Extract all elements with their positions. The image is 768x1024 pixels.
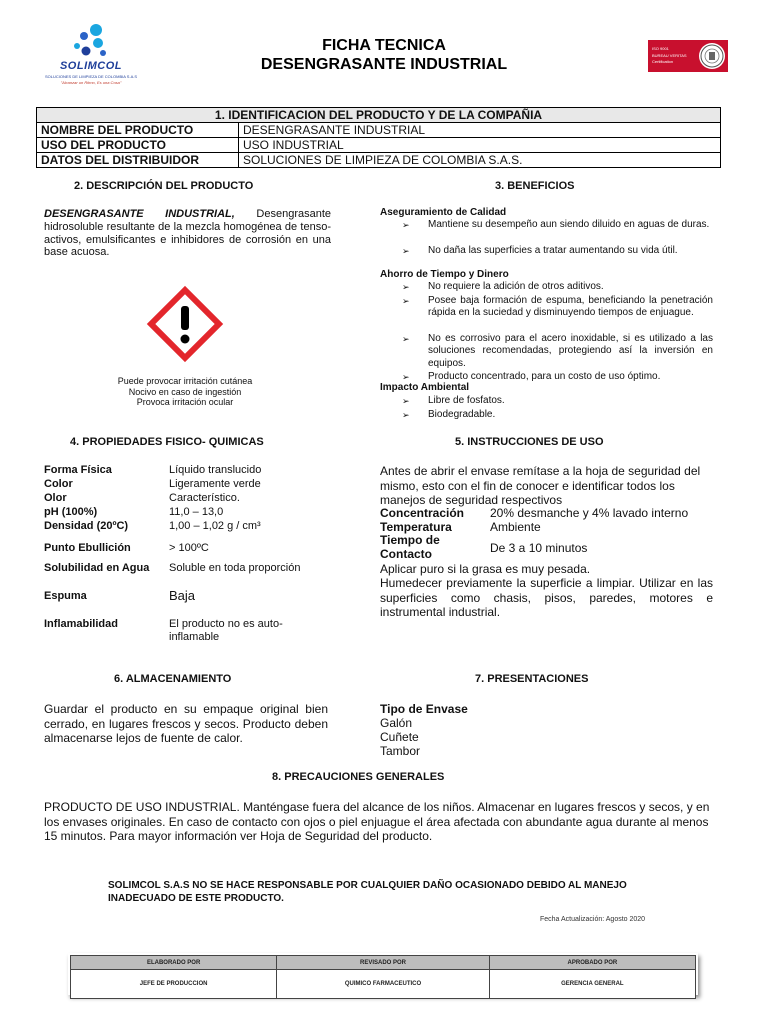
prop-key: pH (100%) xyxy=(44,506,98,518)
table-row xyxy=(37,138,721,153)
row-value: USO INDUSTRIAL xyxy=(239,138,721,153)
table-row xyxy=(37,123,721,138)
logo-subtitle: SOLUCIONES DE LIMPIEZA DE COLOMBIA S.A.S xyxy=(44,74,138,79)
prop-key: Forma Física xyxy=(44,464,112,476)
section1-heading: 1. IDENTIFICACION DEL PRODUCTO Y DE LA COMPAÑIA xyxy=(37,108,721,123)
concentration-value: 20% desmanche y 4% lavado interno xyxy=(490,506,689,520)
benefit-group-title: Ahorro de Tiempo y Dinero xyxy=(380,269,509,280)
hazard-line: Provoca irritación ocular xyxy=(136,397,234,407)
hazard-statements xyxy=(100,376,270,408)
prop-value: > 100ºC xyxy=(169,542,209,554)
temperature-key: Temperatura xyxy=(380,520,452,534)
identification-table xyxy=(36,107,721,168)
row-value: SOLUCIONES DE LIMPIEZA DE COLOMBIA S.A.S. xyxy=(239,153,721,168)
prop-value: Baja xyxy=(169,588,196,603)
arrow-bullet-icon: ➢ xyxy=(402,372,410,382)
section2-heading: 2. DESCRIPCIÓN DEL PRODUCTO xyxy=(74,180,254,192)
hazard-line: Puede provocar irritación cutánea xyxy=(117,376,253,386)
iso-text-2: BUREAU VERITAS xyxy=(652,53,687,58)
prop-key: Densidad (20ºC) xyxy=(44,520,129,532)
prop-value: Soluble en toda proporción xyxy=(169,562,301,574)
section5-heading: 5. INSTRUCCIONES DE USO xyxy=(455,436,604,448)
row-value: DESENGRASANTE INDUSTRIAL xyxy=(239,123,721,138)
section8-heading: 8. PRECAUCIONES GENERALES xyxy=(272,771,445,783)
prop-value: El producto no es auto-inflamable xyxy=(169,618,283,643)
logo-slogan: "Alcanzar un Ritmo, Es una Cosa" xyxy=(60,80,122,85)
prop-key: Inflamabilidad xyxy=(44,618,118,630)
approval-value: JEFE DE PRODUCCION xyxy=(71,970,277,999)
container-type-title: Tipo de Envase xyxy=(380,702,468,716)
section6-heading: 6. ALMACENAMIENTO xyxy=(114,673,232,685)
concentration-key: Concentración xyxy=(380,506,465,520)
product-description xyxy=(44,208,331,259)
list-item: Galón xyxy=(380,716,413,730)
usage-line2: Humedecer previamente la superficie a limpiar. Utilizar en las superficies como chasis, pisos, paredes, motores e instrumental industrial. xyxy=(380,576,713,620)
product-name: DESENGRASANTE INDUSTRIAL, xyxy=(44,208,235,220)
molecule-logo-icon xyxy=(70,22,112,62)
prop-value: Líquido translucido xyxy=(169,464,262,476)
approval-header: APROBADO POR xyxy=(489,956,695,970)
benefit-group-title: Impacto Ambiental xyxy=(380,382,470,393)
table-row xyxy=(37,153,721,168)
contact-time-key: Tiempo de Contacto xyxy=(380,533,440,561)
approval-value: GERENCIA GENERAL xyxy=(489,970,695,999)
arrow-bullet-icon: ➢ xyxy=(402,334,410,344)
storage-text: Guardar el producto en su empaque original bien cerrado, en lugares frescos y secos. Producto deben almacenarse lejos de fuente de calor. xyxy=(44,702,328,746)
prop-key: Punto Ebullición xyxy=(44,542,131,554)
section3-heading: 3. BENEFICIOS xyxy=(495,180,575,192)
disclaimer: SOLIMCOL S.A.S NO SE HACE RESPONSABLE POR CUALQUIER DAÑO OCASIONADO DEBIDO AL MANEJO INADECUADO DE ESTE PRODUCTO. xyxy=(108,880,627,904)
bureau-veritas-seal-icon xyxy=(699,43,725,69)
contact-time-value: De 3 a 10 minutos xyxy=(490,541,588,555)
arrow-bullet-icon: ➢ xyxy=(402,396,410,406)
section4-heading: 4. PROPIEDADES FISICO- QUIMICAS xyxy=(70,436,264,448)
arrow-bullet-icon: ➢ xyxy=(402,220,410,230)
hazard-line: Nocivo en caso de ingestión xyxy=(128,386,242,397)
iso-certification-badge xyxy=(648,40,728,72)
benefit-group-title: Aseguramiento de Calidad xyxy=(380,207,507,218)
row-key: DATOS DEL DISTRIBUIDOR xyxy=(37,153,239,168)
approval-value: QUIMICO FARMACEUTICO xyxy=(277,970,490,999)
approval-header: REVISADO POR xyxy=(277,956,490,970)
arrow-bullet-icon: ➢ xyxy=(402,246,410,256)
doc-title-line2: DESENGRASANTE INDUSTRIAL xyxy=(260,56,508,73)
arrow-bullet-icon: ➢ xyxy=(402,296,410,306)
precautions-text: PRODUCTO DE USO INDUSTRIAL. Manténgase fuera del alcance de los niños. Almacenar en lugares frescos y secos, y en los envases originales. En caso de contacto con ojos o piel enjuague el área afectada con abundante agua durante al menos 15 minutos. Para mayor información ver Hoja de Seguridad del producto. xyxy=(44,800,710,844)
prop-key: Solubilidad en Agua xyxy=(44,562,150,574)
description-text: Desengrasante hidrosoluble resultante de la mezcla homogénea de tenso-activos, emulsificantes e inhibidores de corrosión en una base acuosa. xyxy=(44,208,332,259)
benefits-list: Aseguramiento de Calidad ➢ Mantiene su desempeño aun siendo diluido en aguas de duras. ➢ No daña las superficies a tratar aumentando su vida útil. Ahorro de Tiempo y Dinero ➢ No requiere la adición de otros aditivos. ➢ Posee baja formación de espuma, beneficiando la penetración rápida en la suciedad y disminuyendo tiempos de enjuague. ➢ No es corrosivo para el acero inoxidable, si es utilizado a las soluciones recomendadas, protegiendo así la inversión en equipos. ➢ Producto concentrado, para un costo de uso óptimo. Impacto Ambiental ➢ Libre de fosfatos. ➢ Biodegradable. xyxy=(380,207,713,420)
row-key: NOMBRE DEL PRODUCTO xyxy=(37,123,239,138)
iso-text-1: ISO 9001 xyxy=(652,46,669,51)
update-date: Fecha Actualización: Agosto 2020 xyxy=(540,916,646,923)
prop-value: 1,00 – 1,02 g / cm³ xyxy=(169,520,261,532)
hazard-exclamation-icon xyxy=(145,284,225,364)
temperature-value: Ambiente xyxy=(490,520,541,534)
iso-text-3: Certification xyxy=(652,59,674,64)
prop-key: Color xyxy=(44,478,73,490)
prop-value: 11,0 – 13,0 xyxy=(169,506,224,518)
usage-line1: Aplicar puro si la grasa es muy pesada. xyxy=(380,562,591,576)
doc-title-line1: FICHA TECNICA xyxy=(322,37,446,54)
usage-intro: Antes de abrir el envase remítase a la hoja de seguridad del mismo, esto con el fin de conocer e identificar todos los manejos de seguridad respectivos xyxy=(380,464,701,508)
prop-key: Espuma xyxy=(44,590,87,602)
company-logo xyxy=(36,22,146,86)
row-key: USO DEL PRODUCTO xyxy=(37,138,239,153)
approval-header: ELABORADO POR xyxy=(71,956,277,970)
approval-table xyxy=(70,955,696,999)
arrow-bullet-icon: ➢ xyxy=(402,282,410,292)
prop-value: Característico. xyxy=(169,492,240,504)
arrow-bullet-icon: ➢ xyxy=(402,410,410,420)
prop-key: Olor xyxy=(44,492,67,504)
list-item: Tambor xyxy=(380,744,421,758)
list-item: Cuñete xyxy=(380,730,419,744)
prop-value: Ligeramente verde xyxy=(169,478,261,490)
section7-heading: 7. PRESENTACIONES xyxy=(475,673,589,685)
logo-name: SOLIMCOL xyxy=(59,60,123,72)
